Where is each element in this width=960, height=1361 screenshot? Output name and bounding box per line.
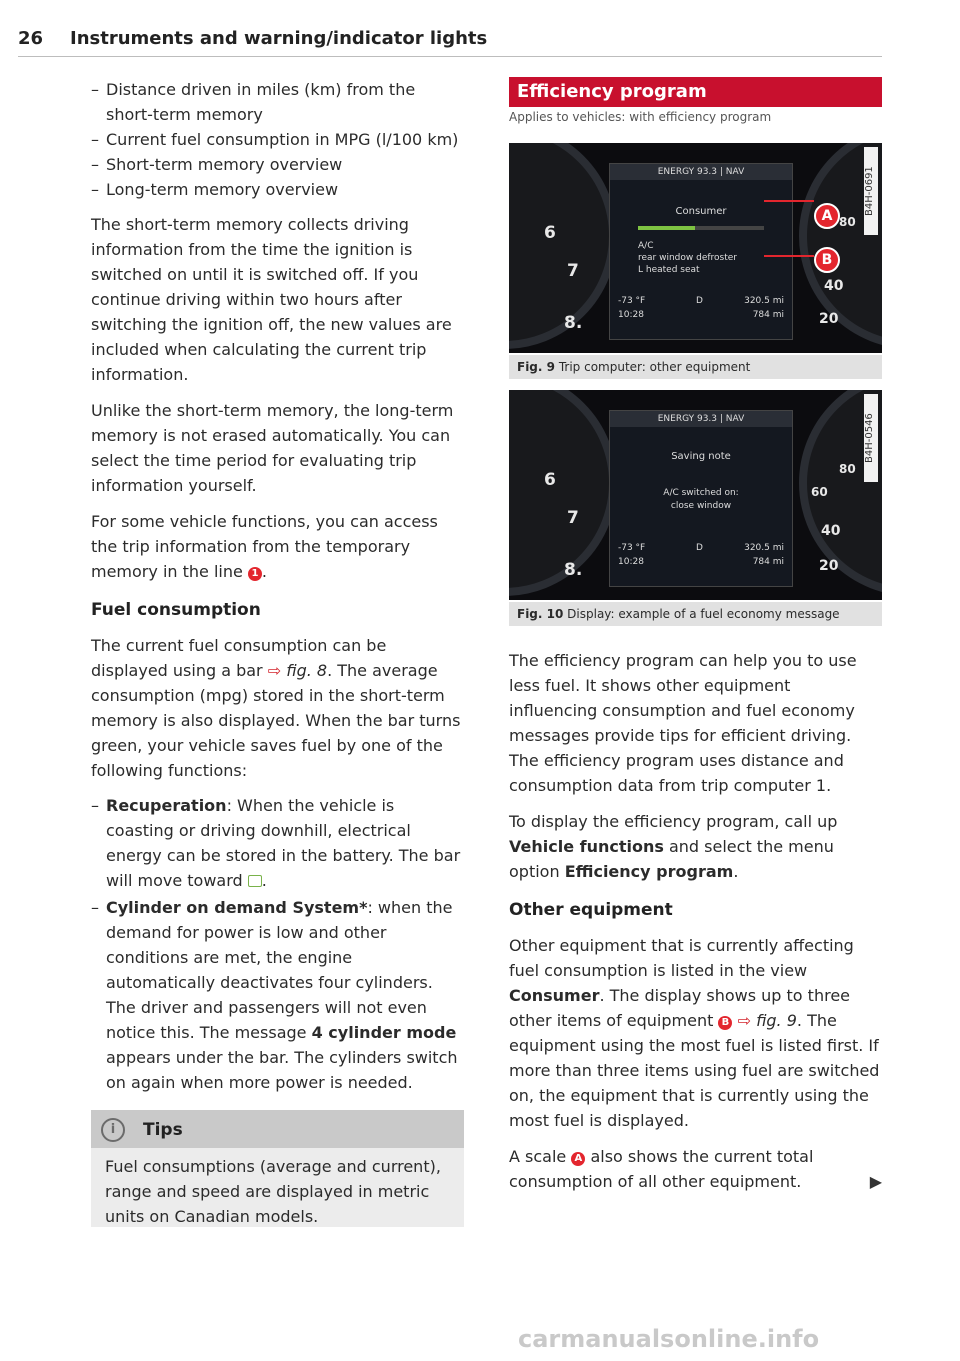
list-item-text: Distance driven in miles (km) from the short-term memory	[106, 80, 416, 124]
gauge-label: 20	[819, 311, 839, 327]
left-gauge	[509, 390, 617, 596]
scale-fill	[638, 226, 695, 230]
marker-1: 1	[248, 567, 262, 581]
watermark: carmanualsonline.info	[518, 1325, 820, 1353]
tips-title: Tips	[143, 1120, 183, 1140]
paragraph-text: . The average consumption (mpg) stored in the short-term memory is also displayed. When the bar turns green, your vehicle saves fuel by one of the following functions:	[91, 661, 461, 780]
status-row: -73 °F D 320.5 mi	[618, 296, 784, 306]
section-title: Efficiency program	[517, 81, 707, 102]
display-screen	[609, 410, 793, 587]
gauge-label: 20	[819, 558, 839, 574]
arrow-icon: ⇨	[737, 1011, 751, 1030]
gauge-label: 6	[544, 470, 556, 490]
paragraph: Other equipment that is currently affecting fuel consumption is listed in the view Consumer. The display shows up to three other items of equipment B ⇨ fig. 9. The equipment using the most fuel is listed first. If more than three items using fuel are switched on, the equipment that is currently using the most fuel is displayed.	[509, 936, 880, 1130]
status-row: 10:28 784 mi	[618, 310, 784, 320]
cylinder-on-demand-label: Cylinder on demand System*	[106, 898, 368, 917]
list-item: – Short-term memory overview	[91, 155, 343, 174]
callout-a: A	[814, 203, 840, 229]
figure-reference[interactable]: fig. 9	[756, 1011, 797, 1030]
marker-a: A	[571, 1152, 585, 1166]
list-item-text: Current fuel consumption in MPG (l/100 km)	[106, 130, 459, 149]
list-item: – Current fuel consumption in MPG (l/100 km)	[91, 130, 459, 149]
tips-text: Fuel consumptions (average and current), range and speed are displayed in metric units on Canadian models.	[105, 1157, 441, 1226]
applies-note: Applies to vehicles: with efficiency program	[509, 110, 772, 124]
gauge-label: 40	[824, 278, 844, 294]
paragraph: To display the efficiency program, call up Vehicle functions and select the menu option Efficiency program.	[509, 812, 838, 881]
figure-id: B4H-0691	[864, 147, 878, 235]
list-item-text: : When the vehicle is coasting or driving downhill, electrical energy can be stored in the battery. The bar will move toward	[106, 796, 461, 890]
gauge-label: 60	[811, 485, 828, 499]
screen-message: A/C switched on: close window	[663, 488, 739, 511]
fuel-consumption-heading: Fuel consumption	[91, 600, 261, 620]
callout-line	[764, 200, 814, 202]
list-item: – Long-term memory overview	[91, 180, 339, 199]
equipment-list: A/C rear window defroster L heated seat	[638, 241, 738, 275]
status-row: -73 °F D 320.5 mi	[618, 543, 784, 553]
consumption-scale	[638, 226, 764, 230]
figure-9-image	[509, 143, 882, 353]
paragraph: The short-term memory collects driving information from the time the ignition is switched on until it is switched off. If you continue driving within two hours after switching the ignition off, the new values are included when calculating the current trip information.	[91, 215, 452, 384]
gauge-label: 80	[839, 215, 856, 229]
right-column-text	[509, 648, 882, 1194]
vehicle-functions-label: Vehicle functions	[509, 837, 664, 856]
list-item-text: appears under the bar. The cylinders switch on again when more power is needed.	[106, 1048, 458, 1092]
paragraph-text: For some vehicle functions, you can access the trip information from the temporary memory in the line	[91, 512, 438, 581]
left-column	[91, 77, 464, 1095]
figure-id: B4H-0546	[864, 394, 878, 482]
list-item-text: Long-term memory overview	[106, 180, 339, 199]
gauge-label: 80	[839, 462, 856, 476]
figure-10-caption: Fig. 10 Display: example of a fuel economy message	[509, 602, 882, 626]
efficiency-program-label: Efficiency program	[564, 862, 734, 881]
screen-top-bar: ENERGY 93.3 | NAV	[610, 411, 792, 427]
gauge-label: 8.	[564, 560, 583, 580]
bullet-list	[91, 77, 464, 202]
figure-10-image	[509, 390, 882, 600]
marker-b: B	[718, 1016, 732, 1030]
paragraph-text: The current fuel consumption can be displayed using a bar	[91, 636, 387, 680]
figure-reference[interactable]: fig. 8	[286, 661, 328, 680]
gauge-label: 8.	[564, 313, 583, 333]
left-gauge	[509, 143, 617, 349]
info-icon: i	[101, 1118, 125, 1142]
paragraph: The efficiency program can help you to use less fuel. It shows other equipment influencing consumption and fuel economy messages provide tips for efficient driving. The efficiency program uses distance and consumption data from trip computer 1.	[509, 651, 857, 795]
recuperation-label: Recuperation	[106, 796, 227, 815]
screen-top-bar: ENERGY 93.3 | NAV	[610, 164, 792, 180]
section-title-bar	[509, 77, 882, 107]
list-item: – Cylinder on demand System*: when the demand for power is low and other conditions are met, the engine automatically deactivates four cylinders. The driver and passengers will not even notice this. The message 4 cylinder mode appears under the bar. The cylinders switch on again when more power is needed.	[91, 898, 458, 1092]
list-item: – Recuperation: When the vehicle is coasting or driving downhill, electrical energy can be stored in the battery. The bar will move toward .	[91, 796, 461, 890]
screen-title: Consumer	[675, 206, 727, 217]
gauge-label: 7	[567, 508, 579, 528]
screen-title: Saving note	[671, 451, 731, 462]
list-item-text: : when the demand for power is low and other conditions are met, the engine automatically deactivates four cylinders. The driver and passengers will not even notice this. The message	[106, 898, 453, 1042]
page-header	[18, 26, 882, 57]
battery-icon	[248, 875, 262, 887]
gauge-label: 6	[544, 223, 556, 243]
paragraph: A scale A also shows the current total consumption of all other equipment. ▶	[509, 1144, 882, 1194]
arrow-icon: ⇨	[267, 661, 282, 680]
tips-box	[91, 1110, 464, 1227]
tips-header	[91, 1110, 464, 1148]
list-item-text: Short-term memory overview	[106, 155, 343, 174]
continue-arrow-icon: ▶	[869, 1172, 882, 1191]
paragraph: For some vehicle functions, you can access the trip information from the temporary memory in the line 1 .	[91, 512, 438, 581]
display-screen	[609, 163, 793, 340]
paragraph: Unlike the short-term memory, the long-term memory is not erased automatically. You can select the time period for evaluating trip information yourself.	[91, 401, 454, 495]
callout-line	[764, 255, 814, 257]
other-equipment-heading: Other equipment	[509, 900, 673, 920]
gauge-label: 7	[567, 261, 579, 281]
page-number: 26	[18, 28, 44, 49]
paragraph	[91, 633, 464, 783]
cylinder-mode-label: 4 cylinder mode	[311, 1023, 457, 1042]
gauge-label: 40	[821, 523, 841, 539]
page-title: Instruments and warning/indicator lights	[70, 28, 488, 49]
callout-b: B	[814, 247, 840, 273]
list-item: – Distance driven in miles (km) from the short-term memory	[91, 80, 416, 124]
figure-9-caption: Fig. 9 Trip computer: other equipment	[509, 355, 882, 379]
status-row: 10:28 784 mi	[618, 557, 784, 567]
consumer-label: Consumer	[509, 986, 600, 1005]
